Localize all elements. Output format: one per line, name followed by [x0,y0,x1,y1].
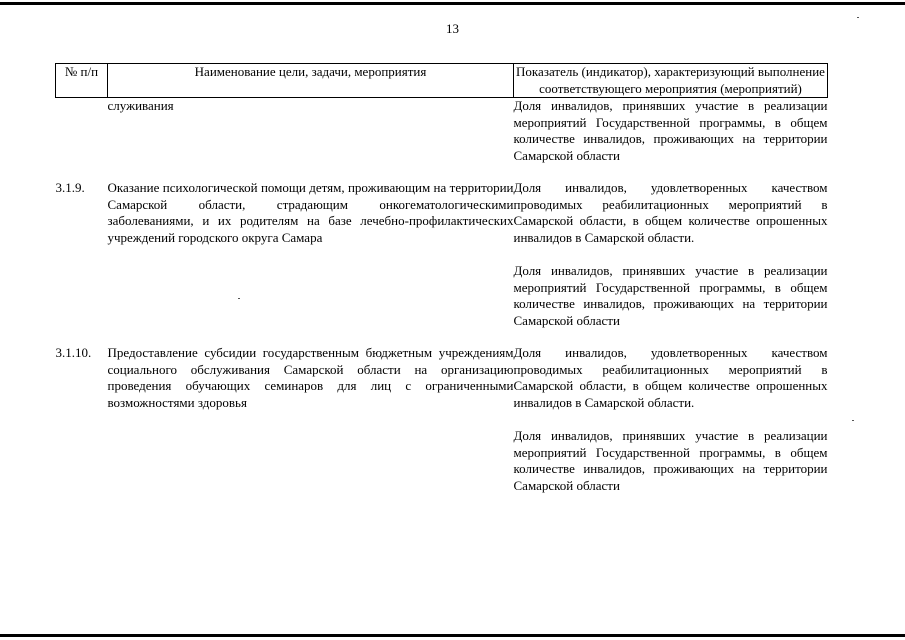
row-number: 3.1.9. [55,180,85,195]
row-name: Оказание психологической помощи детям, проживающим на территории Самарской области, страдающим онкогематологическими заболеваниями, и их родителям на базе лечебно-профилактических учреждений городского округа Самара [107,180,514,245]
row-number: 3.1.10. [55,345,92,360]
table-row [56,345,828,494]
row-number [56,98,108,165]
table-header-row [56,64,828,98]
scan-speck [852,420,854,421]
header-indicator: Показатель (индикатор), характеризующий выполнение соответствующего мероприятия (мероприятий) [514,64,828,98]
table-row [56,98,828,165]
page-top-rule [0,2,905,5]
indicator-text: Доля инвалидов, принявших участие в реализации мероприятий Государственной программы, в общем количестве инвалидов, проживающих на территории Самарской области [513,428,828,493]
row-indicators [514,98,828,165]
indicator-text: Доля инвалидов, принявших участие в реализации мероприятий Государственной программы, в общем количестве инвалидов, проживающих на территории Самарской области [513,98,828,163]
row-name: Предоставление субсидии государственным бюджетным учреждениям социального обслуживания Самарской области на организацию проведения обучающих семинаров для лиц с ограниченными возможностями здоровья [107,345,514,410]
table-row [56,180,828,329]
indicator-text: Доля инвалидов, удовлетворенных качеством проводимых реабилитационных мероприятий в Самарской области, в общем количестве опрошенных инвалидов в Самарской области. [513,345,828,410]
page-bottom-rule [0,634,905,637]
header-name: Наименование цели, задачи, мероприятия [108,64,514,98]
indicator-text: Доля инвалидов, принявших участие в реализации мероприятий Государственной программы, в общем количестве инвалидов, проживающих на территории Самарской области [513,263,828,328]
program-table [55,63,828,494]
row-indicators [514,180,828,329]
page-number: 13 [446,21,459,36]
row-indicators [514,345,828,494]
header-number: № п/п [56,64,108,98]
scan-speck [238,298,240,299]
row-name: служивания [107,98,174,113]
indicator-text: Доля инвалидов, удовлетворенных качеством проводимых реабилитационных мероприятий в Самарской области, в общем количестве опрошенных инвалидов в Самарской области. [513,180,828,245]
scan-speck [857,17,859,18]
